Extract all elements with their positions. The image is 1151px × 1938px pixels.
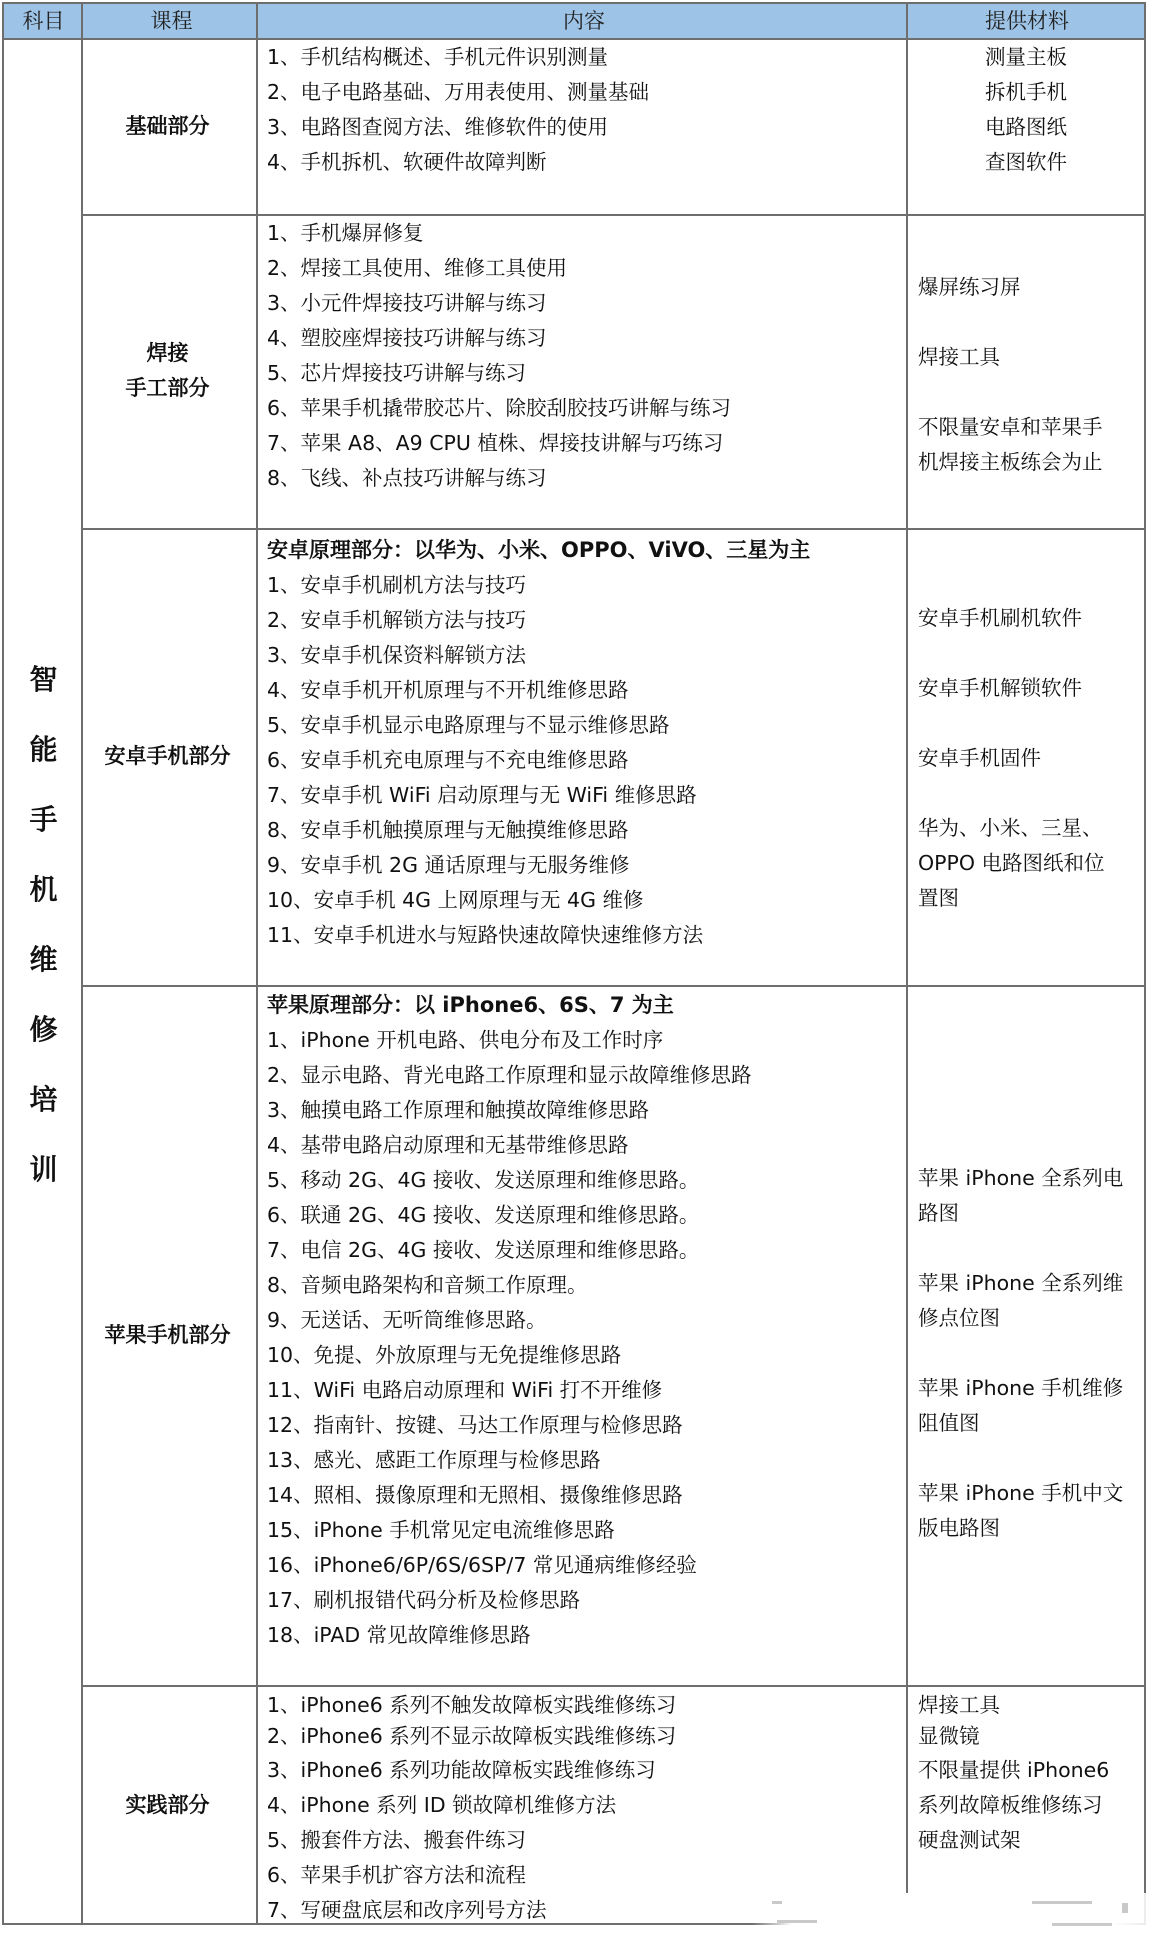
watermark-fragment [1032, 1901, 1092, 1904]
material-item: 安卓手机刷机软件 [918, 606, 1082, 630]
material-item: 焊接工具 [918, 345, 1000, 369]
content-line: 8、音频电路架构和音频工作原理。 [267, 1273, 588, 1297]
content-line: 2、iPhone6 系列不显示故障板实践维修练习 [267, 1724, 677, 1748]
header-course: 课程 [150, 9, 193, 33]
content-line: 1、iPhone6 系列不触发故障板实践维修练习 [267, 1693, 677, 1717]
material-item: 拆机手机 [985, 80, 1067, 104]
content-line: 9、无送话、无听筒维修思路。 [267, 1308, 547, 1332]
watermark-fragment [777, 1920, 817, 1923]
content-line: 7、电信 2G、4G 接收、发送原理和维修思路。 [267, 1238, 700, 1262]
content-line: 13、感光、感距工作原理与检修思路 [267, 1448, 601, 1472]
watermark-fragment [1052, 1923, 1112, 1926]
content-line: 7、苹果 A8、A9 CPU 植株、焊接技讲解与巧练习 [267, 431, 724, 455]
content-line: 4、塑胶座焊接技巧讲解与练习 [267, 326, 547, 350]
column-divider [256, 4, 258, 1923]
subject-char: 修 [29, 1013, 58, 1046]
material-item: 路图 [918, 1201, 959, 1225]
material-item: 安卓手机解锁软件 [918, 676, 1082, 700]
material-item: OPPO 电路图纸和位 [918, 851, 1105, 875]
course-label: 实践部分 [125, 1792, 210, 1817]
content-line: 8、安卓手机触摸原理与无触摸维修思路 [267, 818, 629, 842]
watermark-fragment [1122, 1903, 1128, 1913]
material-item: 硬盘测试架 [918, 1828, 1021, 1852]
column-divider [906, 4, 908, 1923]
content-line: 6、苹果手机扩容方法和流程 [267, 1863, 527, 1887]
material-item: 爆屏练习屏 [918, 275, 1021, 299]
material-item: 苹果 iPhone 全系列电 [918, 1166, 1124, 1190]
header-content: 内容 [563, 9, 605, 33]
content-line: 17、刷机报错代码分析及检修思路 [267, 1588, 581, 1612]
content-line: 2、显示电路、背光电路工作原理和显示故障维修思路 [267, 1063, 752, 1087]
content-line: 6、联通 2G、4G 接收、发送原理和维修思路。 [267, 1203, 700, 1227]
content-line: 12、指南针、按键、马达工作原理与检修思路 [267, 1413, 683, 1437]
content-line: 16、iPhone6/6P/6S/6SP/7 常见通病维修经验 [267, 1553, 697, 1577]
content-line: 11、安卓手机进水与短路快速故障快速维修方法 [267, 923, 704, 947]
content-line: 10、安卓手机 4G 上网原理与无 4G 维修 [267, 888, 644, 912]
subject-char: 维 [29, 943, 58, 976]
content-line: 1、安卓手机刷机方法与技巧 [267, 573, 527, 597]
course-cell-practice [81, 1685, 254, 1925]
content-line: 4、手机拆机、软硬件故障判断 [267, 150, 547, 174]
content-line: 4、iPhone 系列 ID 锁故障机维修方法 [267, 1793, 617, 1817]
content-line: 3、小元件焊接技巧讲解与练习 [267, 291, 547, 315]
content-line: 3、触摸电路工作原理和触摸故障维修思路 [267, 1098, 650, 1122]
content-line: 9、安卓手机 2G 通话原理与无服务维修 [267, 853, 630, 877]
content-section-header: 苹果原理部分：以 iPhone6、6S、7 为主 [267, 993, 674, 1017]
content-line: 3、安卓手机保资料解锁方法 [267, 643, 527, 667]
material-item: 版电路图 [918, 1516, 1000, 1540]
header-materials: 提供材料 [985, 9, 1069, 33]
course-label: 苹果手机部分 [104, 1322, 231, 1347]
course-cell-soldering [81, 214, 254, 528]
material-item: 苹果 iPhone 手机维修 [918, 1376, 1124, 1400]
watermark-overlay [752, 1893, 1151, 1938]
material-item: 查图软件 [985, 150, 1067, 174]
content-line: 4、安卓手机开机原理与不开机维修思路 [267, 678, 629, 702]
material-item: 安卓手机固件 [918, 746, 1041, 770]
content-line: 11、WiFi 电路启动原理和 WiFi 打不开维修 [267, 1378, 663, 1402]
subject-char: 机 [29, 873, 58, 906]
content-line: 7、写硬盘底层和改序列号方法 [267, 1898, 547, 1922]
content-line: 5、移动 2G、4G 接收、发送原理和维修思路。 [267, 1168, 700, 1192]
subject-char: 手 [29, 803, 58, 836]
material-item: 测量主板 [985, 45, 1067, 69]
content-line: 5、搬套件方法、搬套件练习 [267, 1828, 527, 1852]
material-item: 苹果 iPhone 全系列维 [918, 1271, 1124, 1295]
content-line: 3、iPhone6 系列功能故障板实践维修练习 [267, 1758, 656, 1782]
course-label: 基础部分 [125, 113, 210, 138]
course-cell-basics [81, 38, 254, 214]
material-item: 焊接工具 [918, 1693, 1000, 1717]
material-item: 华为、小米、三星、 [918, 816, 1103, 840]
material-item: 阻值图 [918, 1411, 980, 1435]
material-item: 显微镜 [918, 1724, 980, 1748]
material-item: 置图 [918, 886, 959, 910]
material-item: 修点位图 [918, 1306, 1000, 1330]
content-line: 2、焊接工具使用、维修工具使用 [267, 256, 568, 280]
subject-cell [4, 40, 83, 1923]
material-item: 系列故障板维修练习 [918, 1793, 1103, 1817]
course-label: 手工部分 [125, 376, 210, 400]
content-line: 10、免提、外放原理与无免提维修思路 [267, 1343, 622, 1367]
material-item: 机焊接主板练会为止 [918, 450, 1103, 474]
material-item: 不限量提供 iPhone6 [918, 1758, 1110, 1782]
content-line: 5、安卓手机显示电路原理与不显示维修思路 [267, 713, 670, 737]
content-line: 6、苹果手机撬带胶芯片、除胶刮胶技巧讲解与练习 [267, 396, 732, 420]
course-label: 焊接 [146, 341, 189, 365]
content-line: 18、iPAD 常见故障维修思路 [267, 1623, 531, 1647]
content-line: 5、芯片焊接技巧讲解与练习 [267, 361, 527, 385]
content-line: 8、飞线、补点技巧讲解与练习 [267, 466, 547, 490]
content-line: 6、安卓手机充电原理与不充电维修思路 [267, 748, 629, 772]
content-line: 7、安卓手机 WiFi 启动原理与无 WiFi 维修思路 [267, 783, 697, 807]
content-line: 2、安卓手机解锁方法与技巧 [267, 608, 527, 632]
content-line: 1、手机爆屏修复 [267, 221, 424, 245]
content-line: 15、iPhone 手机常见定电流维修思路 [267, 1518, 615, 1542]
table-header-row [4, 4, 1144, 40]
content-line: 1、iPhone 开机电路、供电分布及工作时序 [267, 1028, 664, 1052]
content-line: 2、电子电路基础、万用表使用、测量基础 [267, 80, 650, 104]
subject-char: 能 [29, 733, 58, 766]
watermark-fragment [772, 1901, 782, 1904]
subject-char: 培 [29, 1083, 58, 1116]
course-cell-android [81, 528, 254, 985]
material-item: 苹果 iPhone 手机中文 [918, 1481, 1124, 1505]
course-cell-apple [81, 985, 254, 1685]
subject-char: 智 [29, 663, 58, 696]
content-section-header: 安卓原理部分：以华为、小米、OPPO、ViVO、三星为主 [267, 538, 811, 562]
header-subject: 科目 [22, 9, 65, 33]
subject-char: 训 [29, 1153, 58, 1186]
course-label: 安卓手机部分 [104, 744, 231, 768]
content-line: 1、手机结构概述、手机元件识别测量 [267, 45, 609, 69]
material-item: 电路图纸 [985, 115, 1067, 139]
content-line: 14、照相、摄像原理和无照相、摄像维修思路 [267, 1483, 683, 1507]
content-line: 3、电路图查阅方法、维修软件的使用 [267, 115, 609, 139]
content-line: 4、基带电路启动原理和无基带维修思路 [267, 1133, 629, 1157]
material-item: 不限量安卓和苹果手 [918, 415, 1103, 439]
